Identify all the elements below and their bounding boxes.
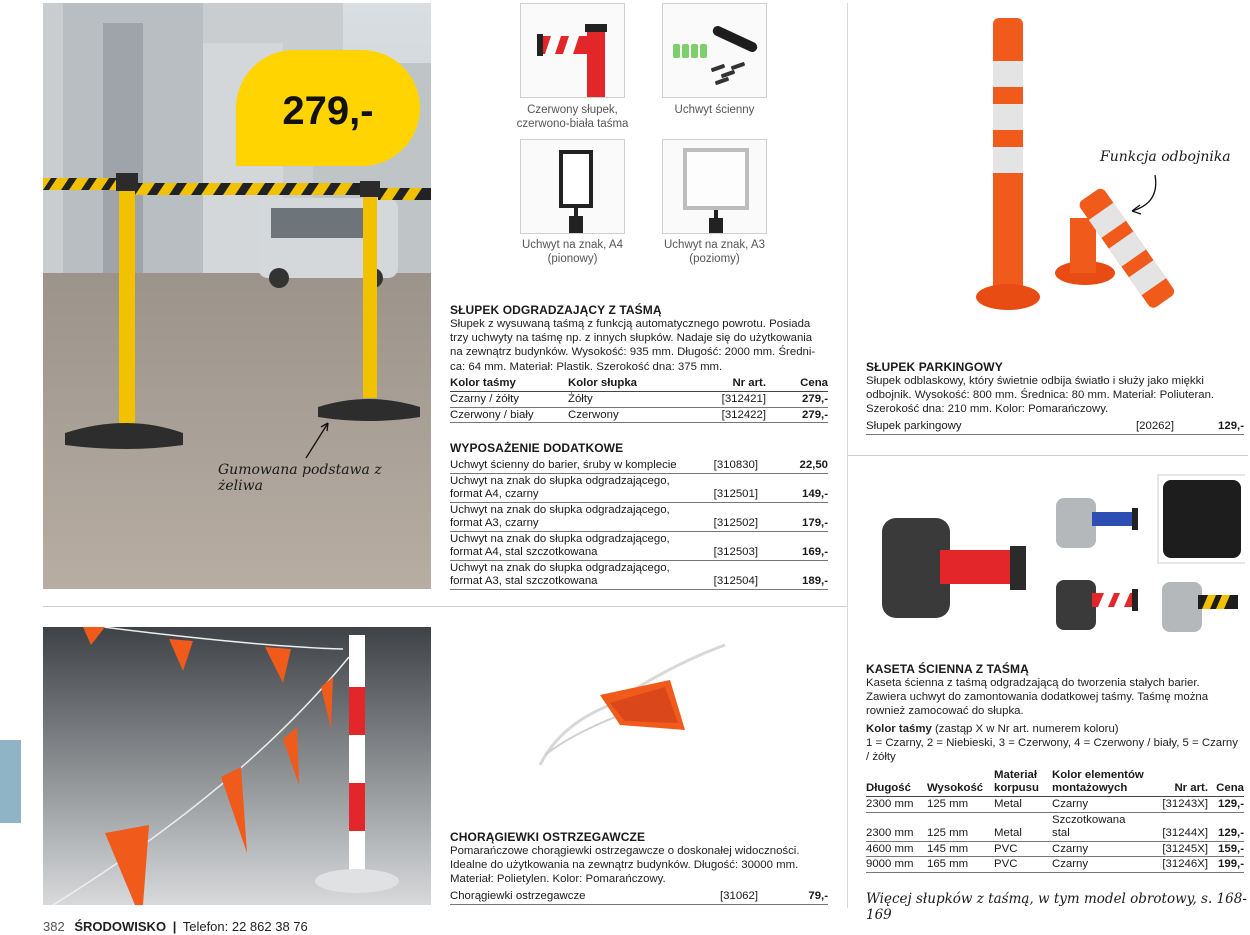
section-name: ŚRODOWISKO bbox=[74, 919, 167, 934]
flags-product-photo bbox=[500, 625, 740, 790]
thumb-red-post bbox=[520, 3, 625, 98]
page-number: 382 bbox=[43, 919, 65, 934]
sign-holder-a3-icon bbox=[663, 140, 767, 234]
table-row: Uchwyt na znak do słupka odgradzającego, format A3, czarny [312502] 179,- bbox=[450, 503, 828, 529]
flags-title: CHORĄGIEWKI OSTRZEGAWCZE bbox=[450, 830, 646, 844]
thumb-red-post-caption: Czerwony słupek, czerwono-biała taśma bbox=[516, 104, 629, 130]
wall-cassette-description: Kaseta ścienna z taśmą odgradzającą do tworzenia stałych barier. Zawiera uchwyt do zamontowania dodatkowej taśmy. Taśmę można rownież zamocować do słupka. bbox=[866, 677, 1209, 718]
table-row: Czarny / żółty Żółty [312421] 279,- bbox=[450, 393, 828, 405]
flags-description: Pomarańczowe chorągiewki ostrzegawcze o doskonałej widoczności. Idealne do użytkowania na zewnątrz budynków. Długość: 30000 mm. Materiał: Polietylen. Kolor: Pomarańczowy. bbox=[450, 845, 800, 886]
page-footer bbox=[43, 919, 308, 934]
extra-equipment-table bbox=[450, 458, 828, 590]
thumb-wall-bracket-caption: Uchwyt ścienny bbox=[674, 104, 755, 116]
phone-number: Telefon: 22 862 38 76 bbox=[182, 919, 308, 934]
red-post-icon bbox=[521, 4, 625, 98]
table-row: Chorągiewki ostrzegawcze [31062] 79,- bbox=[450, 890, 828, 902]
wall-cassette-photo bbox=[860, 470, 1245, 655]
section-side-tab bbox=[0, 740, 21, 823]
thumb-wall-bracket bbox=[662, 3, 767, 98]
section-divider-left bbox=[43, 606, 847, 607]
wall-bracket-icon bbox=[663, 4, 767, 98]
table-header-row: Kolor taśmy Kolor słupka Nr art. Cena bbox=[450, 377, 828, 392]
bumper-annotation: Funkcja odbojnika bbox=[1100, 149, 1231, 165]
tape-color-legend: Kolor taśmy (zastąp X w Nr art. numerem koloru) 1 = Czarny, 2 = Niebieski, 3 = Czerwony, 4 = Czerwony / biały, 5 = Czarny / żółty bbox=[866, 723, 1238, 764]
table-row: 9000 mm 165 mm PVC Czarny [31246X] 199,- bbox=[866, 858, 1244, 870]
section-divider-right bbox=[848, 455, 1248, 456]
barrier-post-table bbox=[450, 377, 828, 423]
wall-cassette-title: KASETA ŚCIENNA Z TAŚMĄ bbox=[866, 662, 1029, 676]
parking-post-title: SŁUPEK PARKINGOWY bbox=[866, 360, 1003, 374]
parking-post-table bbox=[866, 419, 1244, 435]
table-row: Słupek parkingowy [20262] 129,- bbox=[866, 420, 1244, 432]
table-header-row: Długość Wysokość Materiał korpusu Kolor elementów montażowych Nr art. Cena bbox=[866, 769, 1244, 797]
parking-post-photo bbox=[860, 3, 1245, 348]
wall-cassette-table bbox=[866, 769, 1244, 873]
footer-separator: | bbox=[172, 919, 177, 934]
sign-holder-a4-icon bbox=[521, 140, 625, 234]
table-row: Uchwyt na znak do słupka odgradzającego, format A4, czarny [312501] 149,- bbox=[450, 474, 828, 500]
table-row: Uchwyt ścienny do barier, śruby w komplecie [310830] 22,50 bbox=[450, 459, 828, 471]
thumb-sign-a3 bbox=[662, 139, 767, 234]
table-row: 2300 mm 125 mm Metal Czarny [31243X] 129,- bbox=[866, 798, 1244, 810]
thumb-sign-a3-caption: Uchwyt na znak, A3 (poziomy) bbox=[664, 239, 765, 265]
flags-photo bbox=[43, 627, 431, 905]
table-row: 2300 mm 125 mm Metal Szczotkowana stal [31244X] 129,- bbox=[866, 813, 1244, 839]
more-posts-note: Więcej słupków z taśmą, w tym model obrotowy, s. 168-169 bbox=[866, 891, 1247, 923]
parking-post-description: Słupek odblaskowy, który świetnie odbija światło i służy jako miękki odbojnik. Wysokość: 800 mm. Średnica: 80 mm. Materiał: Poliuteran. Szerokość dna: 210 mm. Kolor: Pomarańczowy. bbox=[866, 375, 1215, 416]
base-annotation: Gumowana podstawa z żeliwa bbox=[218, 462, 382, 494]
barrier-post-title: SŁUPEK ODGRADZAJĄCY Z TAŚMĄ bbox=[450, 303, 662, 317]
table-row: 4600 mm 145 mm PVC Czarny [31245X] 159,- bbox=[866, 842, 1244, 855]
extra-equipment-title: WYPOSAŻENIE DODATKOWE bbox=[450, 441, 624, 455]
thumb-sign-a4-caption: Uchwyt na znak, A4 (pionowy) bbox=[522, 239, 623, 265]
thumb-sign-a4 bbox=[520, 139, 625, 234]
price-badge-text: 279,- bbox=[282, 89, 374, 133]
table-row: Uchwyt na znak do słupka odgradzającego, format A4, stal szczotkowana [312503] 169,- bbox=[450, 532, 828, 558]
table-row: Uchwyt na znak do słupka odgradzającego, format A3, stal szczotkowana [312504] 189,- bbox=[450, 561, 828, 587]
table-row: Czerwony / biały Czerwony [312422] 279,- bbox=[450, 408, 828, 421]
barrier-post-description: Słupek z wysuwaną taśmą z funkcją automatycznego powrotu. Posiada trzy uchwyty na taśmę np. z innych słupków. Nadaje się do użytkowania na zewnątrz budynków. Wysokość: 935 mm. Długość: 2000 mm. Średni- ca: 64 mm. Materiał: Plastik. Szerokość dna: 375 mm. bbox=[450, 318, 816, 373]
flags-table bbox=[450, 889, 828, 905]
barrier-post-photo bbox=[43, 3, 431, 589]
